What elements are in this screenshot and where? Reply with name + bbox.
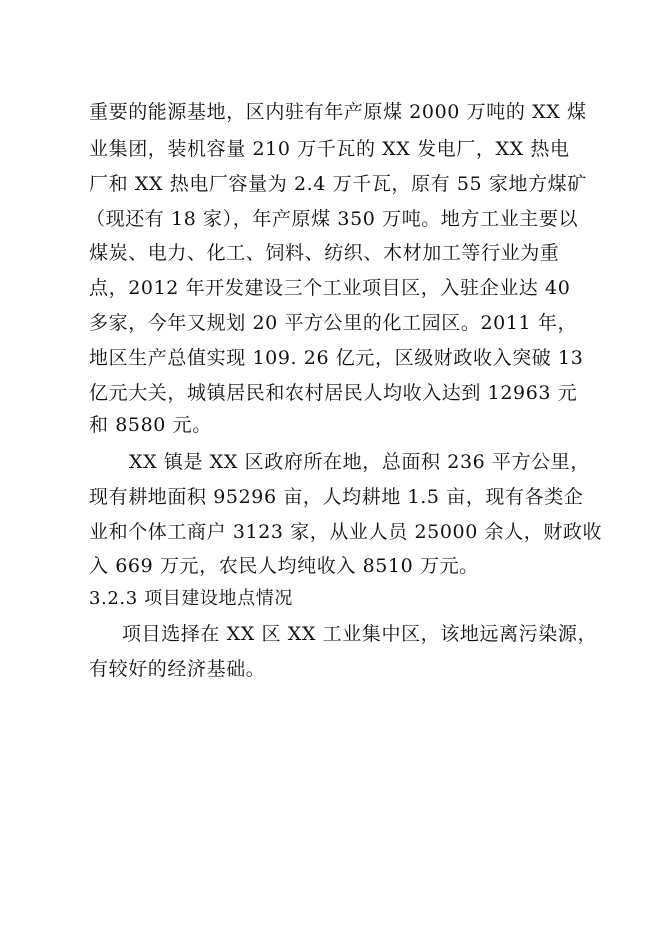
paragraph-line: 业和个体工商户 3123 家，从业人员 25000 余人，财政收 bbox=[89, 521, 603, 543]
paragraph-line: 煤炭、电力、化工、饲料、纺织、木材加工等行业为重 bbox=[89, 242, 560, 264]
paragraph-line: 点，2012 年开发建设三个工业项目区，入驻企业达 40 bbox=[89, 277, 571, 299]
paragraph-line: （现还有 18 家），年产原煤 350 万吨。地方工业主要以 bbox=[86, 208, 579, 230]
section-heading: 3.2.3 项目建设地点情况 bbox=[89, 588, 293, 609]
paragraph-line: XX 镇是 XX 区政府所在地，总面积 236 平方公里， bbox=[129, 451, 590, 473]
paragraph-line: 入 669 万元，农民人均纯收入 8510 万元。 bbox=[89, 555, 479, 577]
paragraph-line: 有较好的经济基础。 bbox=[89, 658, 266, 680]
paragraph-line: 项目选择在 XX 区 XX 工业集中区，该地远离污染源， bbox=[122, 623, 598, 645]
paragraph-line: 业集团，装机容量 210 万千瓦的 XX 发电厂，XX 热电 bbox=[89, 138, 570, 160]
paragraph-line: 重要的能源基地，区内驻有年产原煤 2000 万吨的 XX 煤 bbox=[89, 101, 587, 123]
paragraph-line: 亿元大关，城镇居民和农村居民人均收入达到 12963 元 bbox=[89, 382, 578, 404]
paragraph-line: 和 8580 元。 bbox=[89, 414, 212, 436]
paragraph-line: 多家，今年又规划 20 平方公里的化工园区。2011 年， bbox=[89, 312, 578, 334]
paragraph-line: 厂和 XX 热电厂容量为 2.4 万千瓦，原有 55 家地方煤矿 bbox=[89, 173, 587, 195]
paragraph-line: 地区生产总值实现 109. 26 亿元，区级财政收入突破 13 bbox=[89, 347, 584, 369]
paragraph-line: 现有耕地面积 95296 亩，人均耕地 1.5 亩，现有各类企 bbox=[89, 486, 584, 508]
